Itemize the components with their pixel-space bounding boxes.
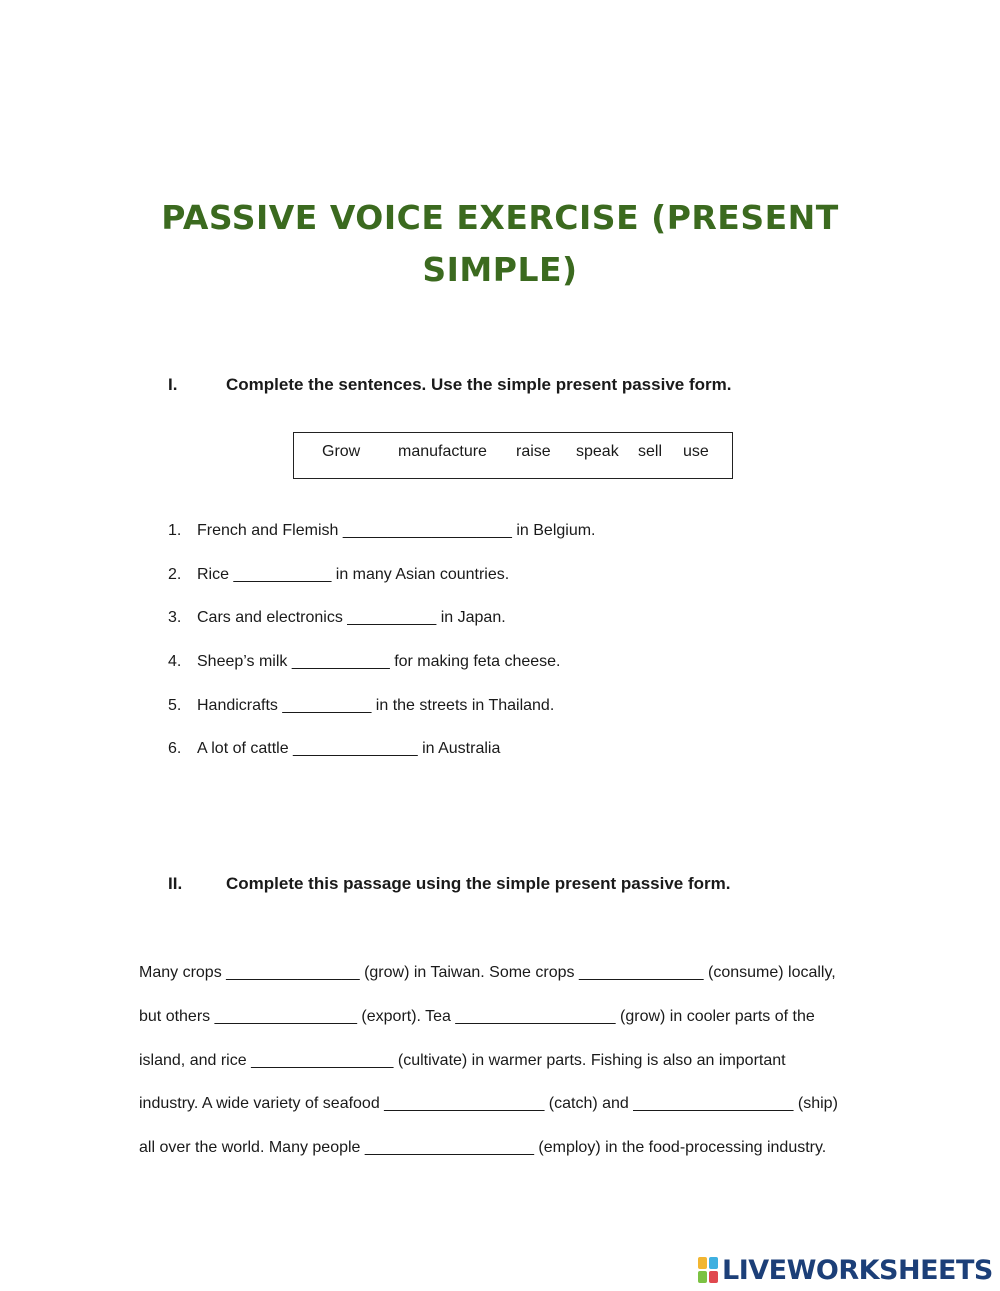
passage [139, 964, 869, 1183]
passage-line: all over the world. Many people ___________________ (employ) in the food-processing industry. [139, 1139, 827, 1157]
liveworksheets-logo-icon [698, 1257, 718, 1283]
logo-square [709, 1271, 718, 1283]
item-text: French and Flemish ___________________ in Belgium. [197, 522, 596, 539]
section-1-instruction: Complete the sentences. Use the simple present passive form. [226, 375, 732, 394]
item-number: 1. [168, 522, 182, 539]
logo-square [698, 1257, 707, 1269]
item-text: A lot of cattle ______________ in Australia [197, 740, 501, 758]
word-box-word: Grow [322, 443, 361, 460]
word-box [293, 432, 733, 479]
item-text: Cars and electronics __________ in Japan. [197, 609, 506, 627]
logo-square [709, 1257, 718, 1269]
list-item [168, 697, 596, 741]
item-number: 3. [168, 609, 182, 627]
title-line-2: SIMPLE) [422, 250, 578, 289]
item-number: 2. [168, 565, 182, 583]
passage-line: but others ________________ (export). Tea __________________ (grow) in cooler parts of the [139, 1007, 815, 1025]
title-line-1: PASSIVE VOICE EXERCISE (PRESENT [161, 198, 839, 237]
logo-text: LIVEWORKSHEETS [722, 1254, 993, 1286]
item-number: 6. [168, 740, 182, 758]
item-text: Sheep’s milk ___________ for making feta cheese. [197, 653, 561, 671]
section-2-heading [168, 874, 730, 894]
list-item [168, 566, 596, 610]
logo-square [698, 1271, 707, 1283]
exercise-1-list [168, 522, 596, 784]
item-number: 4. [168, 653, 182, 671]
page-title [130, 192, 870, 296]
section-1-heading [168, 375, 731, 395]
section-2-number: II. [168, 874, 183, 893]
word-box-word: speak [576, 443, 619, 460]
list-item [168, 740, 596, 784]
passage-line: island, and rice ________________ (cultivate) in warmer parts. Fishing is also an important [139, 1051, 786, 1069]
passage-line: Many crops _______________ (grow) in Taiwan. Some crops ______________ (consume) locally, [139, 964, 836, 981]
item-text: Rice ___________ in many Asian countries. [197, 565, 510, 583]
list-item [168, 609, 596, 653]
word-box-word: sell [638, 443, 663, 460]
word-box-word: raise [516, 443, 551, 460]
word-box-word: use [683, 443, 709, 460]
word-box-word: manufacture [398, 443, 487, 460]
item-text: Handicrafts __________ in the streets in Thailand. [197, 696, 555, 714]
item-number: 5. [168, 696, 182, 714]
list-item [168, 653, 596, 697]
liveworksheets-logo [698, 1255, 993, 1285]
section-1-number: I. [168, 375, 178, 394]
section-2-instruction: Complete this passage using the simple present passive form. [226, 874, 731, 893]
passage-line: industry. A wide variety of seafood __________________ (catch) and __________________ (ship) [139, 1095, 838, 1113]
list-item [168, 522, 596, 566]
